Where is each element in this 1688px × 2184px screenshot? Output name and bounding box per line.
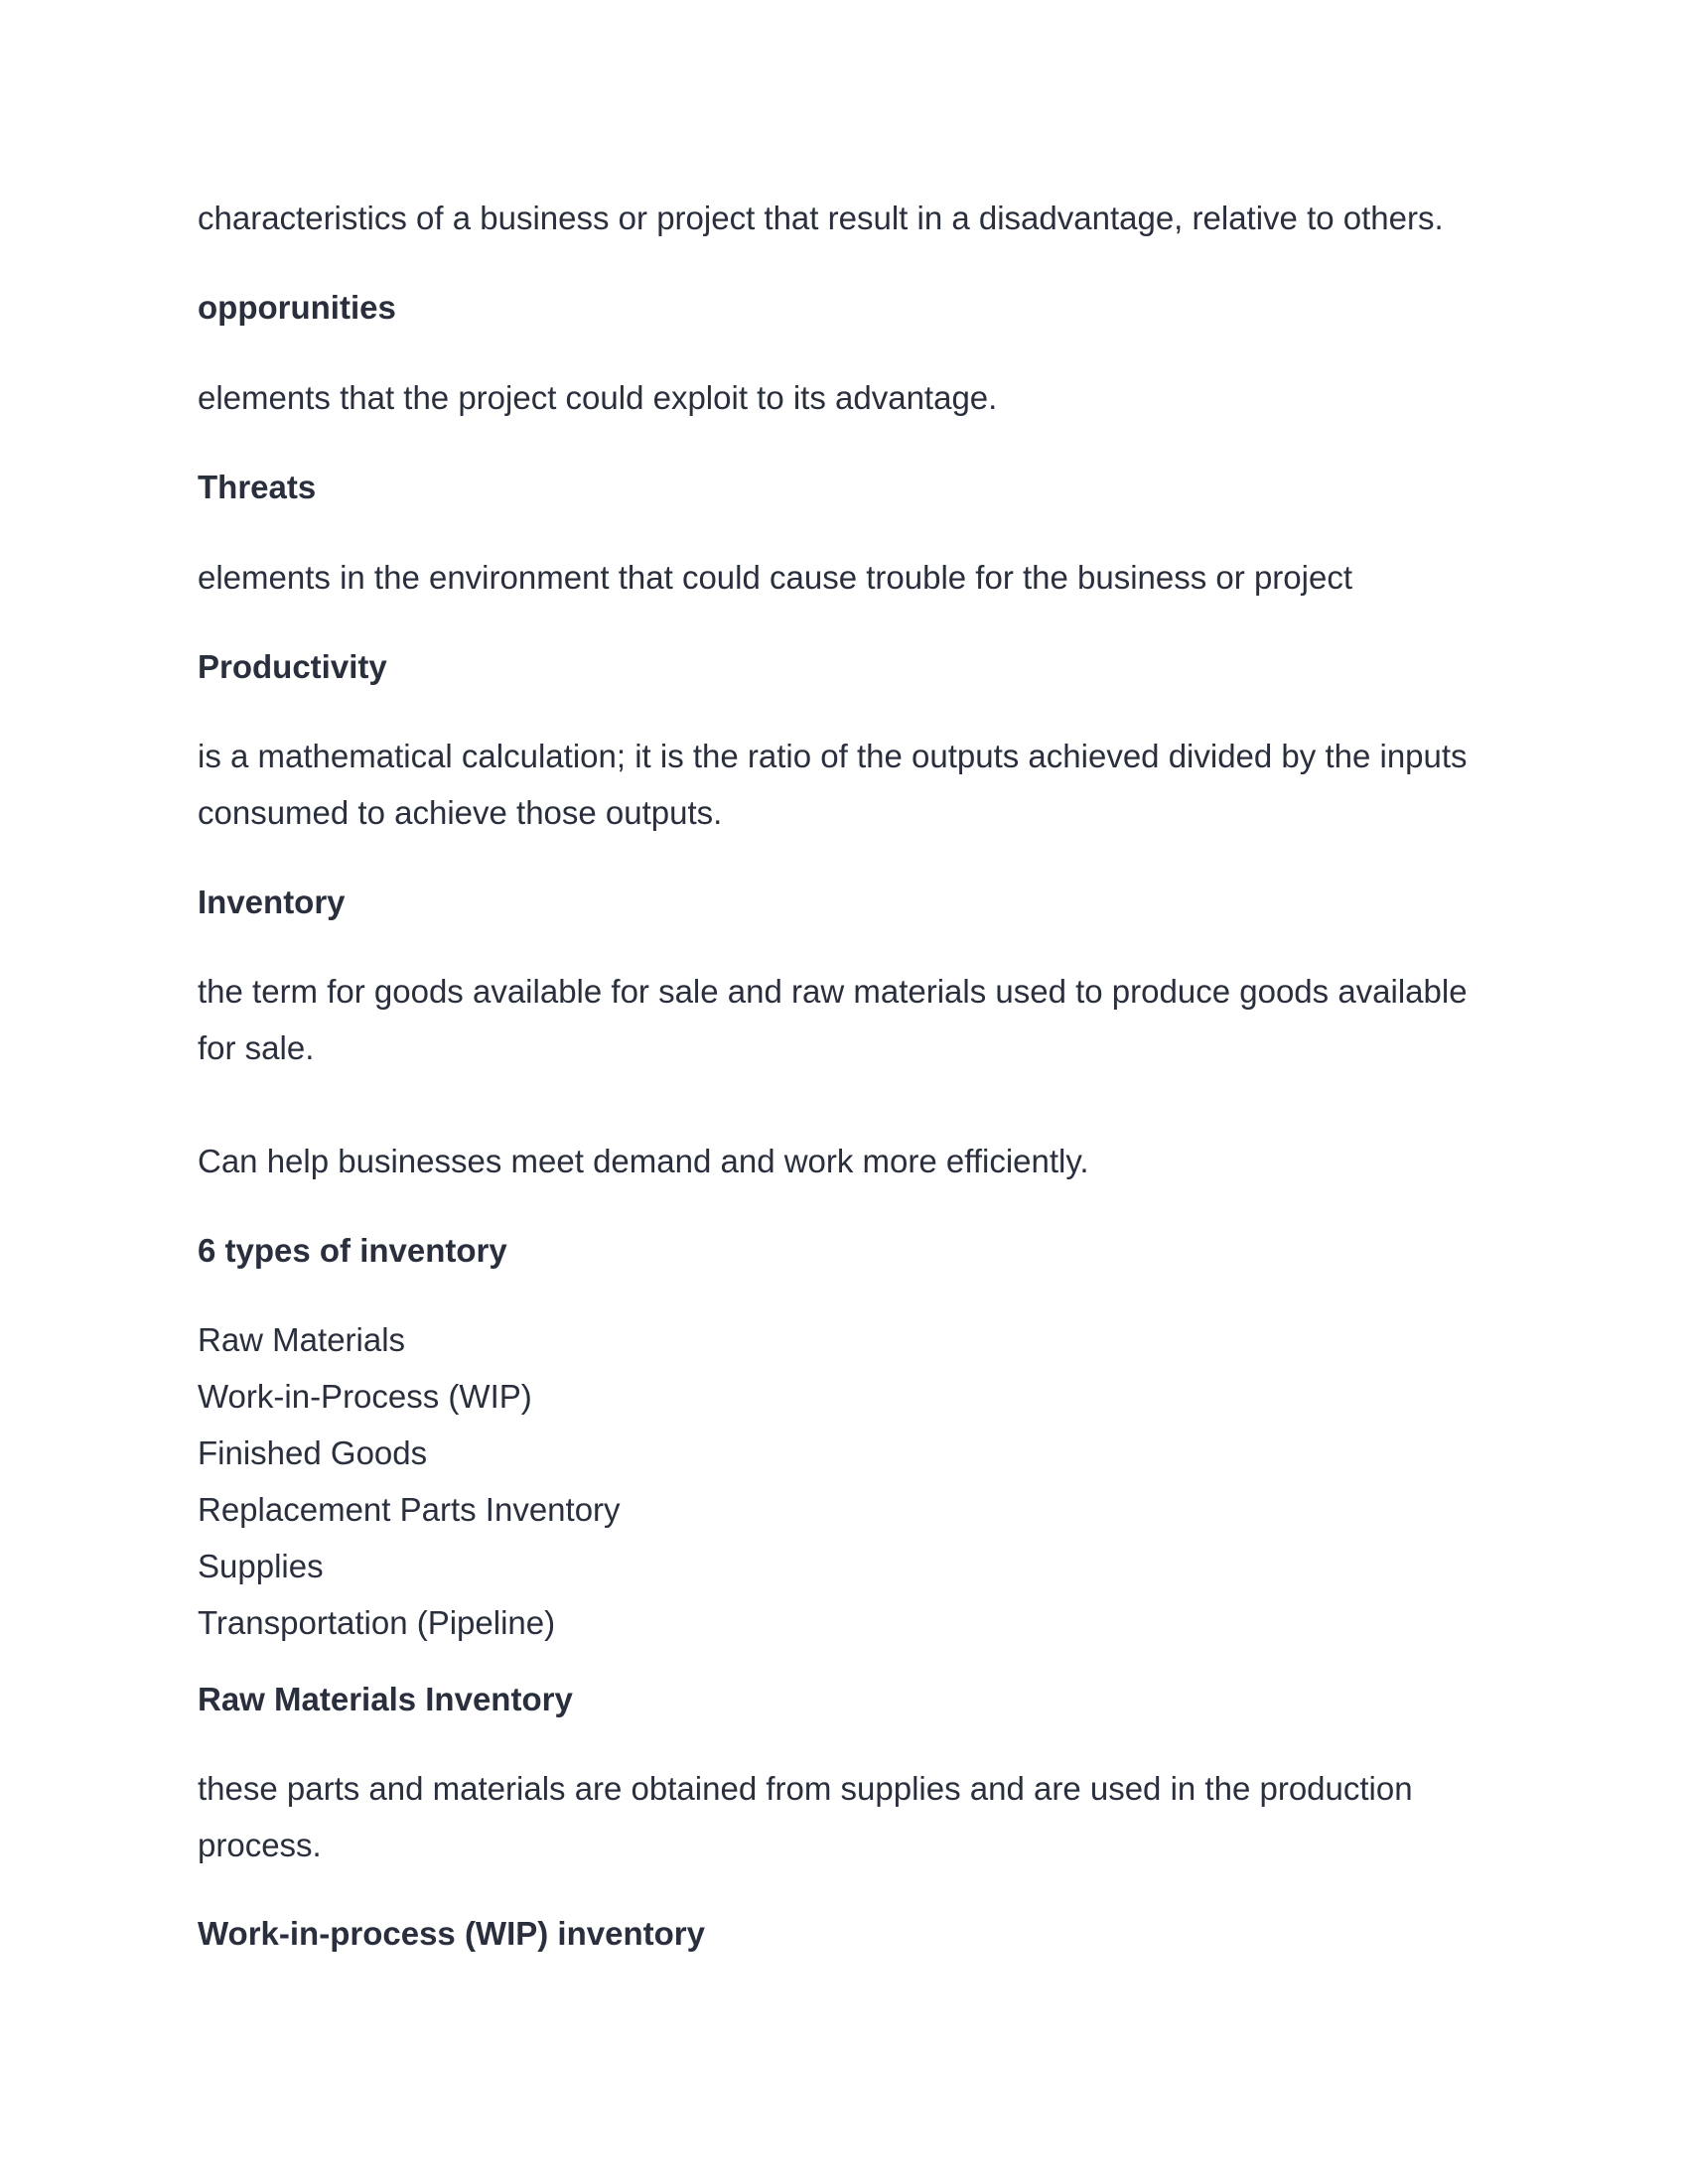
term-inventory: Inventory — [198, 884, 346, 920]
threats-definition: elements in the environment that could cause trouble for the business or project — [198, 559, 1352, 596]
weaknesses-definition: characteristics of a business or project that result in a disadvantage, relative to others. — [198, 200, 1444, 236]
list-item: Finished Goods — [198, 1434, 428, 1471]
inventory-types-list — [198, 1311, 621, 1651]
raw-materials-definition-line-1: these parts and materials are obtained from supplies and are used in the production — [198, 1770, 1413, 1807]
list-item: Raw Materials — [198, 1321, 406, 1358]
inventory-definition-line-2: for sale. — [198, 1029, 315, 1066]
term-opportunities: opporunities — [198, 289, 396, 326]
inventory-definition-line-3: Can help businesses meet demand and work more efficiently. — [198, 1143, 1089, 1179]
term-threats: Threats — [198, 469, 317, 505]
raw-materials-definition-line-2: process. — [198, 1827, 322, 1863]
term-six-types: 6 types of inventory — [198, 1232, 507, 1269]
list-item: Work-in-Process (WIP) — [198, 1378, 532, 1415]
productivity-definition-line-2: consumed to achieve those outputs. — [198, 794, 723, 831]
inventory-definition-line-1: the term for goods available for sale and raw materials used to produce goods available — [198, 973, 1468, 1010]
term-productivity: Productivity — [198, 648, 387, 685]
list-item: Replacement Parts Inventory — [198, 1491, 621, 1528]
term-raw-materials-inventory: Raw Materials Inventory — [198, 1681, 573, 1717]
term-wip-inventory: Work-in-process (WIP) inventory — [198, 1915, 705, 1952]
productivity-definition-line-1: is a mathematical calculation; it is the ratio of the outputs achieved divided by the inputs — [198, 738, 1468, 774]
list-item: Transportation (Pipeline) — [198, 1604, 556, 1641]
opportunities-definition: elements that the project could exploit to its advantage. — [198, 379, 998, 416]
list-item: Supplies — [198, 1548, 324, 1584]
